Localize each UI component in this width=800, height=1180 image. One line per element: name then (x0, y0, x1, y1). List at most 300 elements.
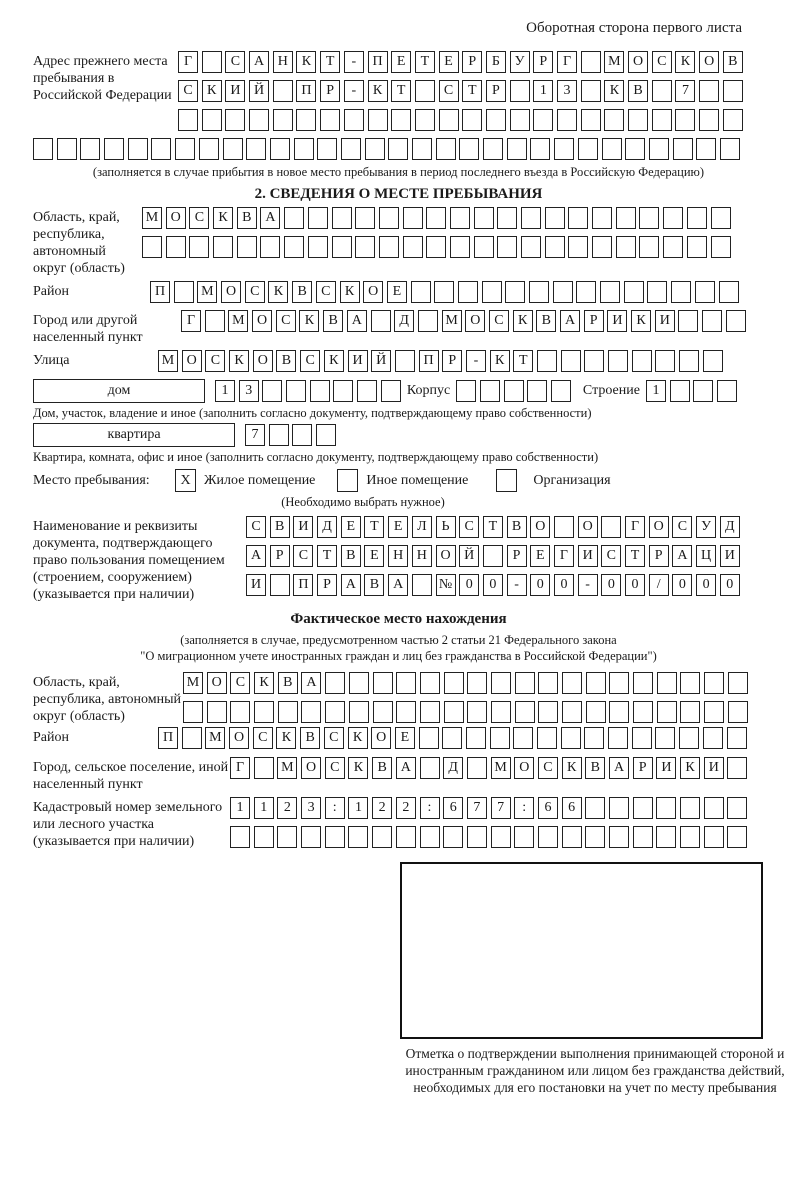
form-cell[interactable]: С (538, 757, 558, 779)
form-cell[interactable] (513, 727, 533, 749)
form-cell[interactable] (604, 109, 624, 131)
form-cell[interactable] (175, 138, 195, 160)
form-cell[interactable]: Г (557, 51, 577, 73)
form-cell[interactable] (230, 701, 250, 723)
form-cell[interactable]: Е (439, 51, 459, 73)
form-cell[interactable] (695, 281, 715, 303)
form-cell[interactable]: К (604, 80, 624, 102)
form-cell[interactable]: К (296, 51, 316, 73)
form-cell[interactable]: Е (341, 516, 361, 538)
form-cell[interactable] (719, 281, 739, 303)
form-cell[interactable]: С (230, 672, 250, 694)
form-cell[interactable] (602, 138, 622, 160)
form-cell[interactable]: 0 (672, 574, 692, 596)
form-cell[interactable] (576, 281, 596, 303)
form-cell[interactable]: Т (320, 51, 340, 73)
form-cell[interactable]: Е (364, 545, 384, 567)
form-cell[interactable]: В (364, 574, 384, 596)
form-cell[interactable]: К (631, 310, 651, 332)
form-cell[interactable] (57, 138, 77, 160)
form-cell[interactable] (444, 701, 464, 723)
form-cell[interactable]: 2 (277, 797, 297, 819)
form-cell[interactable] (230, 826, 250, 848)
form-cell[interactable] (420, 672, 440, 694)
form-cell[interactable] (568, 207, 588, 229)
form-cell[interactable]: : (514, 797, 534, 819)
form-cell[interactable] (262, 380, 282, 402)
form-cell[interactable]: Г (230, 757, 250, 779)
form-cell[interactable] (628, 109, 648, 131)
form-cell[interactable] (178, 109, 198, 131)
form-cell[interactable]: К (513, 310, 533, 332)
form-cell[interactable] (491, 826, 511, 848)
form-cell[interactable]: А (672, 545, 692, 567)
form-cell[interactable] (649, 138, 669, 160)
form-cell[interactable]: О (253, 350, 273, 372)
form-cell[interactable]: Н (273, 51, 293, 73)
form-cell[interactable]: Д (394, 310, 414, 332)
form-cell[interactable] (396, 701, 416, 723)
form-cell[interactable]: А (301, 672, 321, 694)
form-cell[interactable]: Р (584, 310, 604, 332)
form-cell[interactable]: - (466, 350, 486, 372)
form-cell[interactable]: Т (415, 51, 435, 73)
form-cell[interactable] (174, 281, 194, 303)
form-cell[interactable]: 0 (601, 574, 621, 596)
form-cell[interactable]: Т (462, 80, 482, 102)
form-cell[interactable]: Р (633, 757, 653, 779)
form-cell[interactable] (521, 236, 541, 258)
form-cell[interactable] (609, 797, 629, 819)
form-cell[interactable]: Е (530, 545, 550, 567)
form-cell[interactable]: И (348, 350, 368, 372)
form-cell[interactable] (490, 727, 510, 749)
form-cell[interactable] (308, 236, 328, 258)
form-cell[interactable]: М (183, 672, 203, 694)
form-cell[interactable]: В (372, 757, 392, 779)
form-cell[interactable] (286, 380, 306, 402)
form-cell[interactable] (693, 380, 713, 402)
form-cell[interactable]: С (245, 281, 265, 303)
form-cell[interactable]: В (276, 350, 296, 372)
form-cell[interactable] (699, 80, 719, 102)
form-cell[interactable]: Т (317, 545, 337, 567)
form-cell[interactable] (655, 350, 675, 372)
form-cell[interactable] (480, 380, 500, 402)
form-cell[interactable]: С (459, 516, 479, 538)
form-cell[interactable] (537, 350, 557, 372)
form-cell[interactable]: О (465, 310, 485, 332)
form-cell[interactable] (530, 138, 550, 160)
form-cell[interactable]: А (609, 757, 629, 779)
form-cell[interactable] (273, 80, 293, 102)
form-cell[interactable]: Т (625, 545, 645, 567)
form-cell[interactable] (357, 380, 377, 402)
form-cell[interactable]: К (348, 757, 368, 779)
form-cell[interactable] (720, 138, 740, 160)
form-cell[interactable] (578, 138, 598, 160)
form-cell[interactable]: Т (483, 516, 503, 538)
form-cell[interactable]: С (601, 545, 621, 567)
form-cell[interactable]: С (300, 350, 320, 372)
form-cell[interactable] (426, 207, 446, 229)
form-cell[interactable]: Е (388, 516, 408, 538)
form-cell[interactable]: К (213, 207, 233, 229)
form-cell[interactable] (616, 207, 636, 229)
form-cell[interactable]: О (207, 672, 227, 694)
form-cell[interactable]: Т (364, 516, 384, 538)
form-cell[interactable] (581, 80, 601, 102)
form-cell[interactable] (704, 797, 724, 819)
form-cell[interactable] (581, 51, 601, 73)
form-cell[interactable] (521, 207, 541, 229)
form-cell[interactable]: В (278, 672, 298, 694)
form-cell[interactable]: 1 (646, 380, 666, 402)
form-cell[interactable]: 0 (530, 574, 550, 596)
form-cell[interactable] (704, 701, 724, 723)
form-cell[interactable]: Д (443, 757, 463, 779)
form-cell[interactable] (633, 826, 653, 848)
form-cell[interactable] (703, 350, 723, 372)
form-cell[interactable] (482, 281, 502, 303)
form-cell[interactable] (412, 138, 432, 160)
form-cell[interactable] (727, 757, 747, 779)
form-cell[interactable] (317, 138, 337, 160)
form-cell[interactable]: Р (649, 545, 669, 567)
form-cell[interactable]: П (296, 80, 316, 102)
form-cell[interactable]: О (301, 757, 321, 779)
form-cell[interactable] (562, 672, 582, 694)
form-cell[interactable] (663, 236, 683, 258)
form-cell[interactable] (294, 138, 314, 160)
form-cell[interactable] (270, 138, 290, 160)
form-cell[interactable]: В (270, 516, 290, 538)
form-cell[interactable] (270, 574, 290, 596)
form-cell[interactable] (426, 236, 446, 258)
form-cell[interactable]: В (237, 207, 257, 229)
form-cell[interactable]: С (489, 310, 509, 332)
form-cell[interactable]: К (299, 310, 319, 332)
form-cell[interactable]: Ц (696, 545, 716, 567)
form-cell[interactable] (545, 207, 565, 229)
form-cell[interactable]: К (368, 80, 388, 102)
form-cell[interactable] (296, 109, 316, 131)
form-cell[interactable] (325, 672, 345, 694)
form-cell[interactable] (420, 701, 440, 723)
form-cell[interactable] (670, 380, 690, 402)
form-cell[interactable] (420, 826, 440, 848)
form-cell[interactable] (711, 207, 731, 229)
form-cell[interactable] (225, 109, 245, 131)
form-cell[interactable]: Г (181, 310, 201, 332)
form-cell[interactable] (467, 672, 487, 694)
form-cell[interactable]: Б (486, 51, 506, 73)
form-cell[interactable]: С (316, 281, 336, 303)
form-cell[interactable]: Р (462, 51, 482, 73)
form-cell[interactable] (391, 109, 411, 131)
form-cell[interactable] (183, 701, 203, 723)
form-cell[interactable] (633, 797, 653, 819)
form-cell[interactable] (507, 138, 527, 160)
form-cell[interactable] (466, 727, 486, 749)
form-cell[interactable]: 0 (483, 574, 503, 596)
form-cell[interactable] (80, 138, 100, 160)
form-cell[interactable] (128, 138, 148, 160)
form-cell[interactable]: И (704, 757, 724, 779)
form-cell[interactable]: 0 (625, 574, 645, 596)
form-cell[interactable] (269, 424, 289, 446)
form-cell[interactable] (349, 672, 369, 694)
form-cell[interactable] (592, 207, 612, 229)
form-cell[interactable] (368, 109, 388, 131)
form-cell[interactable]: М (491, 757, 511, 779)
form-cell[interactable] (260, 236, 280, 258)
form-cell[interactable] (292, 424, 312, 446)
form-cell[interactable] (639, 207, 659, 229)
form-cell[interactable] (600, 281, 620, 303)
form-cell[interactable] (439, 109, 459, 131)
form-cell[interactable] (419, 727, 439, 749)
form-cell[interactable]: О (182, 350, 202, 372)
form-cell[interactable]: О (578, 516, 598, 538)
form-cell[interactable] (344, 109, 364, 131)
form-cell[interactable] (632, 727, 652, 749)
form-cell[interactable] (727, 826, 747, 848)
form-cell[interactable]: К (276, 727, 296, 749)
form-cell[interactable]: Т (391, 80, 411, 102)
form-cell[interactable] (696, 138, 716, 160)
form-cell[interactable] (657, 672, 677, 694)
form-cell[interactable] (515, 672, 535, 694)
form-cell[interactable] (562, 826, 582, 848)
form-cell[interactable] (727, 727, 747, 749)
form-cell[interactable] (355, 207, 375, 229)
form-cell[interactable] (456, 380, 476, 402)
form-cell[interactable] (320, 109, 340, 131)
form-cell[interactable]: 1 (533, 80, 553, 102)
form-cell[interactable]: 2 (372, 797, 392, 819)
form-cell[interactable] (415, 109, 435, 131)
form-cell[interactable] (687, 207, 707, 229)
form-cell[interactable]: О (371, 727, 391, 749)
form-cell[interactable]: В (536, 310, 556, 332)
form-cell[interactable] (592, 236, 612, 258)
form-cell[interactable]: Р (320, 80, 340, 102)
form-cell[interactable] (717, 380, 737, 402)
form-cell[interactable]: Р (317, 574, 337, 596)
form-cell[interactable] (728, 701, 748, 723)
form-cell[interactable] (388, 138, 408, 160)
form-cell[interactable] (202, 109, 222, 131)
form-cell[interactable] (633, 672, 653, 694)
form-cell[interactable]: К (254, 672, 274, 694)
form-cell[interactable]: П (158, 727, 178, 749)
form-cell[interactable]: С (246, 516, 266, 538)
form-cell[interactable] (458, 281, 478, 303)
form-cell[interactable]: О (699, 51, 719, 73)
form-cell[interactable]: О (221, 281, 241, 303)
form-cell[interactable]: П (293, 574, 313, 596)
form-cell[interactable] (723, 109, 743, 131)
form-cell[interactable] (504, 380, 524, 402)
form-cell[interactable] (474, 207, 494, 229)
form-cell[interactable]: О (363, 281, 383, 303)
form-cell[interactable] (372, 826, 392, 848)
form-cell[interactable] (639, 236, 659, 258)
form-cell[interactable]: 7 (245, 424, 265, 446)
form-cell[interactable] (474, 236, 494, 258)
form-cell[interactable] (632, 350, 652, 372)
form-cell[interactable]: Е (387, 281, 407, 303)
form-cell[interactable]: В (300, 727, 320, 749)
form-cell[interactable] (680, 797, 700, 819)
form-cell[interactable]: И (246, 574, 266, 596)
form-cell[interactable]: - (507, 574, 527, 596)
form-cell[interactable] (316, 424, 336, 446)
form-cell[interactable]: М (277, 757, 297, 779)
form-cell[interactable]: С (276, 310, 296, 332)
form-cell[interactable] (680, 701, 700, 723)
form-cell[interactable] (166, 236, 186, 258)
form-cell[interactable] (418, 310, 438, 332)
form-cell[interactable] (467, 826, 487, 848)
form-cell[interactable] (205, 310, 225, 332)
form-cell[interactable]: К (490, 350, 510, 372)
form-cell[interactable] (510, 109, 530, 131)
form-cell[interactable] (699, 109, 719, 131)
form-cell[interactable]: 7 (675, 80, 695, 102)
form-cell[interactable] (680, 826, 700, 848)
form-cell[interactable] (633, 701, 653, 723)
form-cell[interactable] (348, 826, 368, 848)
form-cell[interactable] (561, 350, 581, 372)
form-cell[interactable]: М (604, 51, 624, 73)
form-cell[interactable] (704, 672, 724, 694)
form-cell[interactable]: И (607, 310, 627, 332)
form-cell[interactable] (673, 138, 693, 160)
form-cell[interactable] (585, 826, 605, 848)
form-cell[interactable] (585, 797, 605, 819)
form-cell[interactable] (415, 80, 435, 102)
form-cell[interactable] (505, 281, 525, 303)
form-cell[interactable]: К (340, 281, 360, 303)
form-cell[interactable] (420, 757, 440, 779)
form-cell[interactable]: Р (442, 350, 462, 372)
form-cell[interactable] (551, 380, 571, 402)
form-cell[interactable]: С (205, 350, 225, 372)
form-cell[interactable]: О (229, 727, 249, 749)
form-cell[interactable] (379, 207, 399, 229)
form-cell[interactable] (395, 350, 415, 372)
form-cell[interactable]: И (720, 545, 740, 567)
form-cell[interactable]: / (649, 574, 669, 596)
stay-type-checkbox-residential[interactable]: X (175, 469, 196, 492)
form-cell[interactable]: С (189, 207, 209, 229)
form-cell[interactable]: К (562, 757, 582, 779)
form-cell[interactable] (223, 138, 243, 160)
form-cell[interactable]: Г (554, 545, 574, 567)
form-cell[interactable]: М (205, 727, 225, 749)
form-cell[interactable] (609, 826, 629, 848)
form-cell[interactable] (443, 826, 463, 848)
form-cell[interactable]: 0 (696, 574, 716, 596)
form-cell[interactable] (529, 281, 549, 303)
form-cell[interactable]: Г (178, 51, 198, 73)
form-cell[interactable]: Р (270, 545, 290, 567)
form-cell[interactable]: К (268, 281, 288, 303)
form-cell[interactable]: 1 (348, 797, 368, 819)
form-cell[interactable] (213, 236, 233, 258)
form-cell[interactable] (538, 826, 558, 848)
form-cell[interactable]: А (388, 574, 408, 596)
form-cell[interactable] (533, 109, 553, 131)
form-cell[interactable] (254, 757, 274, 779)
form-cell[interactable]: Й (249, 80, 269, 102)
form-cell[interactable] (278, 701, 298, 723)
form-cell[interactable] (679, 350, 699, 372)
form-cell[interactable]: - (344, 80, 364, 102)
form-cell[interactable] (450, 236, 470, 258)
form-cell[interactable]: И (655, 310, 675, 332)
form-cell[interactable] (246, 138, 266, 160)
form-cell[interactable]: 0 (459, 574, 479, 596)
form-cell[interactable] (608, 727, 628, 749)
form-cell[interactable]: М (197, 281, 217, 303)
form-cell[interactable]: П (150, 281, 170, 303)
form-cell[interactable]: С (178, 80, 198, 102)
form-cell[interactable] (671, 281, 691, 303)
form-cell[interactable] (538, 701, 558, 723)
form-cell[interactable] (104, 138, 124, 160)
form-cell[interactable]: Г (625, 516, 645, 538)
form-cell[interactable] (207, 701, 227, 723)
form-cell[interactable]: 7 (467, 797, 487, 819)
form-cell[interactable]: О (628, 51, 648, 73)
form-cell[interactable] (483, 545, 503, 567)
form-cell[interactable]: У (510, 51, 530, 73)
form-cell[interactable]: И (578, 545, 598, 567)
form-cell[interactable] (557, 109, 577, 131)
form-cell[interactable] (371, 310, 391, 332)
form-cell[interactable] (711, 236, 731, 258)
form-cell[interactable] (249, 109, 269, 131)
form-cell[interactable] (554, 138, 574, 160)
form-cell[interactable] (403, 207, 423, 229)
form-cell[interactable] (273, 109, 293, 131)
form-cell[interactable] (652, 80, 672, 102)
form-cell[interactable]: В (341, 545, 361, 567)
form-cell[interactable]: Й (371, 350, 391, 372)
form-cell[interactable] (459, 138, 479, 160)
form-cell[interactable] (497, 236, 517, 258)
form-cell[interactable] (396, 672, 416, 694)
form-cell[interactable]: № (436, 574, 456, 596)
form-cell[interactable] (284, 207, 304, 229)
form-cell[interactable] (616, 236, 636, 258)
form-cell[interactable]: - (578, 574, 598, 596)
form-cell[interactable] (467, 701, 487, 723)
form-cell[interactable] (365, 138, 385, 160)
form-cell[interactable] (497, 207, 517, 229)
form-cell[interactable] (652, 109, 672, 131)
form-cell[interactable]: И (293, 516, 313, 538)
form-cell[interactable] (189, 236, 209, 258)
form-cell[interactable]: 6 (562, 797, 582, 819)
form-cell[interactable]: У (696, 516, 716, 538)
form-cell[interactable] (199, 138, 219, 160)
form-cell[interactable]: П (419, 350, 439, 372)
form-cell[interactable]: П (368, 51, 388, 73)
